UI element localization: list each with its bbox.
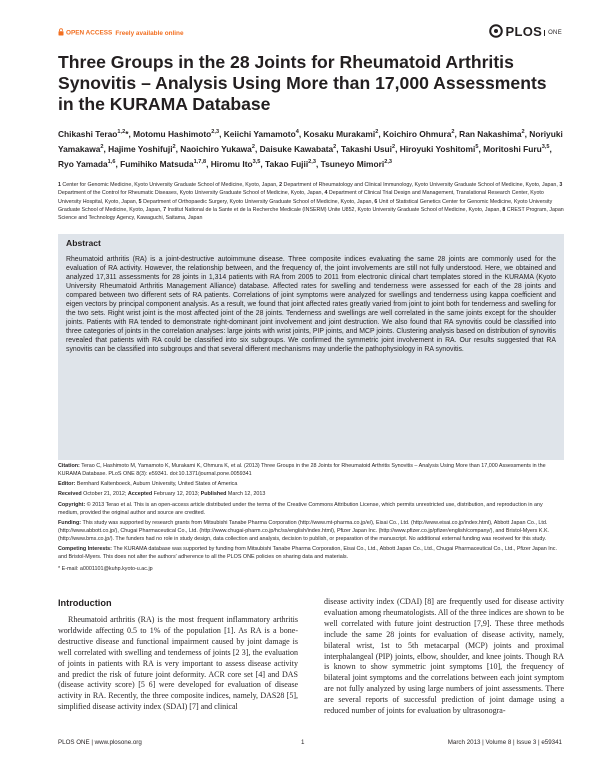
abstract-box — [58, 234, 564, 460]
article-title: Three Groups in the 28 Joints for Rheumatoid Arthritis Synovitis – Analysis Using More than 17,000 Assessments in the KURAMA Database — [58, 52, 547, 114]
journal-name: PLOS — [505, 24, 543, 39]
competing-interests: Competing Interests: The KURAMA database was supported by funding from Mitsubishi Tanabe Pharma Corporation, Eisai Co., Ltd., Abbott Japan Co., Ltd., Chugai Pharmaceutical Co., Ltd., Pfizer Japan Inc. and Bristol-Myers. This does not alter the authors' adherence to all the PLOS ONE policies on sharing data and materials. — [58, 545, 557, 560]
footer-issue: March 2013 | Volume 8 | Issue 3 | e59341 — [447, 739, 562, 746]
abstract-heading: Abstract — [66, 238, 101, 248]
open-access-banner — [58, 28, 184, 38]
funding: Funding: This study was supported by research grants from Mitsubishi Tanabe Pharma Corporation (http://www.mt-pharma.co.jp/e/), Eisai Co., Ltd. (http://www.eisai.co.jp/index.html), Abbott Japan Co., Ltd. (http://www.abbott.co.jp/), Chugai Pharmaceutical Co., Ltd. (http://www.chugai-pharm.co.jp/hc/ss/english/index.html), Pfizer Japan Inc. (http://www.pfizer.co.jp/pfizer/english/company/), and Bristol-Myers K.K. (http://www.bms.co.jp/). The funders had no role in study design, data collection and analysis, decision to publish, or preparation of the manuscript. No additional external funding was received for this study. — [58, 519, 550, 542]
author-list: Chikashi Terao$^{1,2}$*, Motomu Hashimoto$^{2,3}$, Keiichi Yamamoto$^4$, Kosaku Murakami$^2$, Koichiro Ohmura$^2$, Ran Nakashima$^2$, Noriyuki Yamakawa$^2$, Hajime Yoshifuji$^2$, Naoichiro Yukawa$^2$, Daisuke Kawabata$^2$, Takashi Usui$^2$, Hiroyuki Yoshitomi$^5$, Moritoshi Furu$^{3,5}$, Ryo Yamada$^{1,6}$, Fumihiko Matsuda$^{1,7,8}$, Hiromu Ito$^{3,5}$, Takao Fujii$^{2,3}$, Tsuneyo Mimori$^{2,3}$ — [58, 128, 563, 170]
introduction-heading: Introduction — [58, 598, 112, 608]
dates: Received October 21, 2012; Accepted February 12, 2013; Published March 12, 2013 — [58, 491, 266, 498]
page-header — [58, 24, 562, 44]
journal-logo — [489, 24, 562, 39]
affiliations: 1 Center for Genomic Medicine, Kyoto University Graduate School of Medicine, Kyoto, Japan, 2 Department of Rheumatology and Clinical Immunology, Kyoto University Graduate School of Medicine, Kyoto, Japan, 3 Department of the Control for Rheumatic Diseases, Kyoto University Graduate School of Medicine, Kyoto, Japan, 4 Department of Clinical Trial Design and Management, Translational Research Center, Kyoto University Hospital, Kyoto, Japan, 5 Department of Orthopaedic Surgery, Kyoto University Graduate School of Medicine, Kyoto, Japan, 6 Unit of Statistical Genetics Center for Genomic Medicine, Kyoto University Graduate School of Medicine, Kyoto, Japan, 7 Institut National de la Sante et de la Recherche Medicale (INSERM) Unite U852, Kyoto University Graduate School of Medicine, Kyoto, Japan, 8 CREST Program, Japan Science and Technology Agency, Kawaguchi, Saitama, Japan — [58, 182, 564, 222]
corresponding-email: * E-mail: a0001101@kuhp.kyoto-u.ac.jp — [58, 565, 153, 572]
page-number: 1 — [301, 739, 305, 746]
article-metadata — [58, 462, 564, 575]
editor: Editor: Bernhard Kaltenboeck, Auburn University, United States of America — [58, 481, 238, 488]
introduction-right-column: disease activity index (CDAI) [8] are frequently used for disease activity evaluation among rheumatologists. All of the three indices are shown to be well correlated with future joint destruction [7,9]. These three methods include the same 28 joints for evaluation of disease activity, namely, bilateral wrist, 1st to 5th metacarpal (MCP) joints and proximal interphalangeal (PIP) joints, elbow, shoulder, and knee joints. Though RA is known to show symmetric joint symptoms [10], the frequency of bilateral joint symptoms and the correlations between each joint symptom are not fully analyzed by using large numbers of joint assessments. There are several reports of successful prediction of joint damage using a reduced number of joints for evaluation by ultrasonogra- — [324, 597, 564, 716]
abstract-text: Rheumatoid arthritis (RA) is a joint-destructive autoimmune disease. Three composite indices evaluating the same 28 joints are commonly used for the evaluation of RA activity. However, the relationship between, and the frequency of, the joint involvements are still not fully understood. Here, we obtained and analyzed 17,311 assessments for 28 joints in 1,314 patients with RA from 2005 to 2011 from electronic clinical chart templates stored in the KURAMA (Kyoto University Rheumatoid Arthritis Management Alliance) database. Affected rates for swelling and tenderness were assessed for each of the 28 joints and compared between two different sets of RA patients. Correlations of joint symptoms were analyzed for swellings and tenderness using kappa coefficient and eigen vectors by principal component analysis. As a result, we found that joint affected rates greatly varied from joint to joint both for tenderness and swelling for the two sets. Right wrist joint is the most affected joint of the 28 joints. Tenderness and swellings are well correlated in the same joints except for the shoulder joints. Patients with RA tended to demonstrate right-dominant joint involvement and joint destruction. We also found that RA synovitis could be classified into three categories of joints in the correlation analyses: large joints with wrist joints, PIP joints, and MCP joints. Clustering analysis based on distribution of synovitis revealed that patients with RA could be classified into six subgroups. We confirmed the symmetric joint involvement in RA. Our results suggested that RA synovitis can be classified into subgroups and that several different mechanisms may underlie the pathophysiology in RA synovitis. — [66, 256, 556, 353]
plos-circle-icon — [489, 24, 503, 38]
freely-available-label: Freely available online — [115, 29, 184, 37]
introduction-left-column: Rheumatoid arthritis (RA) is the most frequent inflammatory arthritis worldwide affecting 0.5 to 1% of the population [1]. As RA is a bone-destructive disease and functional impairment caused by joint damage is well correlated with swelling and tenderness of joints [2 3], the evaluation of joints in patients with RA is very important to assess disease activity and predict the risk of future joint deformity. ACR core set [4] and DAS (disease activity score) [5 6] were developed for evaluation of disease activity in RA. Recently, the three composite indices, namely, DAS28 [5], simplified disease activity index (SDAI) [7] and clinical — [58, 615, 298, 712]
open-label: OPEN — [66, 29, 85, 37]
copyright: Copyright: © 2013 Terao et al. This is an open-access article distributed under the terms of the Creative Commons Attribution License, which permits unrestricted use, distribution, and reproduction in any medium, provided the original author and source are credited. — [58, 501, 543, 516]
open-access-lock-icon — [58, 28, 64, 38]
journal-one: ONE — [544, 30, 562, 36]
access-label: ACCESS — [85, 29, 113, 37]
citation: Citation: Terao C, Hashimoto M, Yamamoto K, Murakami K, Ohmura K, et al. (2013) Three Groups in the 28 Joints for Rheumatoid Arthritis Synovitis – Analysis Using More than 17,000 Assessments in the KURAMA Database. PLoS ONE 8(3): e59341. doi:10.1371/journal.pone.0059341 — [58, 463, 546, 477]
footer-journal: PLOS ONE | www.plosone.org — [58, 739, 142, 746]
